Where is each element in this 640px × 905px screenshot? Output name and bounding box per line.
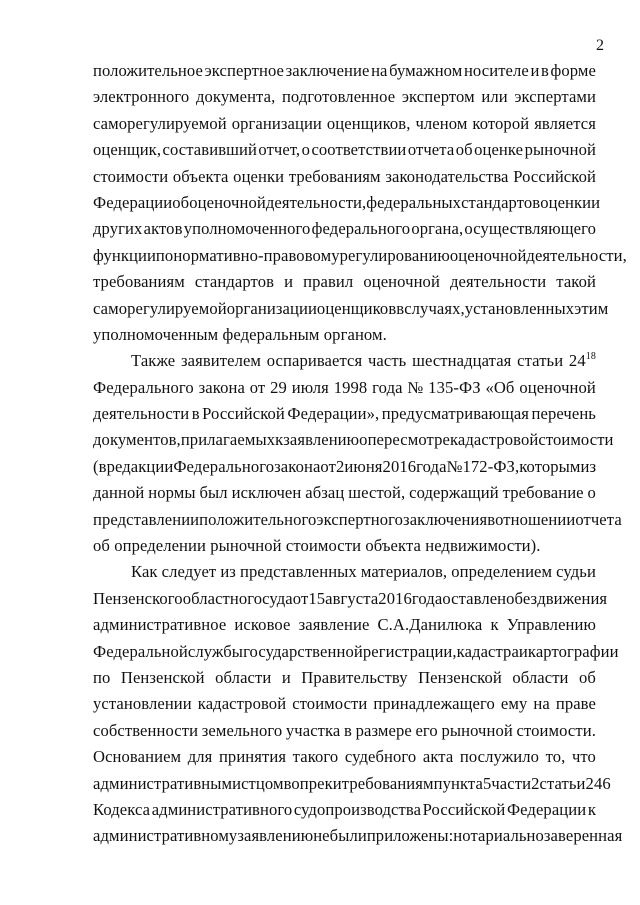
word: были — [329, 826, 367, 846]
word: судебного — [344, 747, 417, 767]
text-line — [93, 480, 596, 506]
word: исковое — [234, 615, 291, 635]
word: Также — [131, 351, 176, 371]
word: заявлению — [283, 430, 360, 450]
word: оценщиков, — [326, 113, 411, 133]
word: стандартов — [461, 192, 541, 212]
page-number: 2 — [596, 37, 604, 54]
word: земельного — [201, 720, 283, 740]
word: нотариально — [453, 826, 544, 846]
word: принятия — [218, 747, 287, 767]
word: федерального — [311, 219, 411, 239]
word: от — [320, 456, 336, 476]
word: Пензенской — [120, 667, 205, 687]
word: приложены: — [366, 826, 454, 846]
word: службы — [187, 641, 244, 661]
word: к — [275, 430, 284, 450]
word: Кодекса — [93, 799, 151, 819]
word: его — [415, 720, 438, 740]
word: областного — [182, 588, 263, 608]
word: июня — [344, 456, 383, 476]
word: С.А.Данилюка — [377, 615, 483, 635]
word: об — [172, 192, 190, 212]
word: собственности — [93, 720, 199, 740]
word: (в — [93, 456, 107, 476]
word: прилагаемых — [180, 430, 276, 450]
word: ему — [500, 694, 528, 714]
word: установленных — [464, 298, 575, 318]
word: положительного — [199, 509, 317, 529]
word: других — [93, 219, 143, 239]
word: судьи — [556, 562, 596, 582]
word: 172-ФЗ, — [462, 456, 520, 476]
word: экспертом — [401, 87, 475, 107]
word: Федерации», — [287, 404, 380, 424]
word: по — [155, 245, 174, 265]
word: из — [220, 562, 236, 582]
word: и — [518, 641, 528, 661]
word: послужило — [459, 747, 540, 767]
word: Правительству — [301, 667, 408, 687]
word: Как — [131, 562, 158, 582]
text-line — [93, 586, 608, 612]
word: по — [93, 667, 111, 687]
word: документа, — [195, 87, 276, 107]
word: в — [396, 298, 405, 318]
text-line — [93, 322, 596, 348]
word: которым — [519, 456, 581, 476]
word: отчет, — [258, 140, 301, 160]
word: заверенная — [543, 826, 623, 846]
text-line — [93, 718, 596, 744]
word: стоимости — [93, 166, 169, 186]
word: административным — [93, 773, 233, 793]
word: Российской — [422, 799, 506, 819]
word: 29 — [270, 377, 287, 397]
word: года — [372, 377, 403, 397]
word: о — [301, 140, 311, 160]
word: 246 — [585, 773, 611, 793]
word: движения — [537, 588, 608, 608]
word: 15 — [308, 588, 326, 608]
word: которой — [472, 113, 530, 133]
text-line — [93, 559, 596, 585]
word: от — [292, 588, 309, 608]
word: составивший — [162, 140, 257, 160]
paragraph — [93, 58, 627, 348]
word: исключен — [231, 483, 302, 503]
word: судопроизводства — [293, 799, 422, 819]
word: области — [512, 667, 569, 687]
word: и — [530, 61, 540, 80]
word: об — [579, 667, 596, 687]
word: из — [580, 456, 597, 476]
word: или — [481, 87, 508, 107]
word: отчета — [575, 509, 622, 529]
word: требованиям — [341, 773, 434, 793]
word: участка — [285, 720, 341, 740]
word: оценочной — [449, 245, 527, 265]
word: № — [407, 377, 424, 397]
word: административного — [151, 799, 293, 819]
word: материалов, — [360, 562, 448, 582]
word: 2016 — [378, 588, 412, 608]
word: организации — [226, 298, 317, 318]
text-line — [93, 190, 601, 216]
word: соответствии — [311, 140, 407, 160]
word: 2 — [335, 456, 345, 476]
word: заявление — [298, 615, 370, 635]
word: деятельности — [93, 404, 190, 424]
word: экспертного — [316, 509, 404, 529]
word: носителе — [463, 61, 529, 80]
word: заявлению — [237, 826, 314, 846]
word: что — [571, 747, 596, 767]
word: не — [313, 826, 330, 846]
word: 5 — [482, 773, 492, 793]
word: определением — [451, 562, 553, 582]
word: принадлежащего — [373, 694, 495, 714]
word: деятельности, — [265, 192, 367, 212]
text-line — [93, 216, 596, 242]
word: государственной — [243, 641, 363, 661]
word: части — [491, 773, 532, 793]
word: праве — [555, 694, 596, 714]
word: и — [284, 272, 294, 292]
text-line — [93, 797, 596, 823]
text-line — [93, 612, 596, 638]
word: 2016 — [382, 456, 417, 476]
word: стандартов — [194, 272, 275, 292]
word: был — [199, 483, 228, 503]
word: данной — [93, 483, 145, 503]
word: стоимости — [538, 430, 614, 450]
article-number: $24^{18}$ — [568, 351, 596, 371]
word: Управлению — [506, 615, 596, 635]
word: электронного — [93, 87, 190, 107]
word: оценочной — [363, 272, 440, 292]
word: уполномоченным федеральным органом. — [93, 324, 387, 344]
text-line — [93, 375, 596, 401]
word: заключение — [285, 61, 370, 80]
word: суда — [262, 588, 293, 608]
word: регистрации, — [362, 641, 457, 661]
word: закона — [274, 456, 321, 476]
word: рыночной — [441, 720, 513, 740]
word: предусматривающая — [381, 404, 530, 424]
word: функции — [93, 245, 156, 265]
word: деятельности — [450, 272, 547, 292]
word: Пензенского — [93, 588, 183, 608]
word: оставлено — [442, 588, 515, 608]
text-line — [93, 533, 596, 559]
word: размере — [355, 720, 412, 740]
word: Пензенской — [418, 667, 502, 687]
text-line — [93, 164, 596, 190]
word: оценщиков — [316, 298, 397, 318]
word: то, — [545, 747, 566, 767]
word: кадастровой — [449, 430, 539, 450]
word: рыночной — [524, 140, 596, 160]
word: Федерации — [506, 799, 587, 819]
word: часть — [367, 351, 407, 371]
text-line — [93, 691, 596, 717]
word: шестой, — [348, 483, 406, 503]
word: Федерального — [173, 456, 275, 476]
word: о — [587, 483, 596, 503]
word: на — [371, 61, 388, 80]
word: регулированию — [339, 245, 450, 265]
word: статьи — [517, 351, 564, 371]
word: от — [249, 377, 266, 397]
text-line — [93, 639, 619, 665]
paragraph — [93, 348, 622, 559]
text-line — [93, 401, 596, 427]
word: законодательства — [385, 166, 509, 186]
word: документов, — [93, 430, 181, 450]
word: к — [587, 799, 596, 819]
word: статьи — [539, 773, 586, 793]
word: редакции — [106, 456, 174, 476]
word: случаях, — [404, 298, 465, 318]
word: объекта — [172, 166, 229, 186]
word: к — [490, 615, 499, 635]
text-line — [93, 454, 596, 480]
word: деятельности, — [526, 245, 627, 265]
word: стоимости — [292, 694, 368, 714]
word: оценочной — [189, 192, 266, 212]
word: экспертами — [514, 87, 596, 107]
word: 135-ФЗ — [428, 377, 481, 397]
word: года — [416, 456, 447, 476]
word: оценщик, — [93, 140, 162, 160]
word: заявителем — [180, 351, 262, 371]
word: «Об — [485, 377, 515, 397]
word: подготовленное — [281, 87, 396, 107]
article-superscript: 18 — [585, 351, 596, 363]
word: форме — [550, 61, 596, 80]
word: требование — [502, 483, 584, 503]
text-line — [93, 111, 596, 137]
text-line — [93, 507, 622, 533]
word: такой — [556, 272, 596, 292]
word: августа — [325, 588, 379, 608]
word: Российской — [513, 166, 596, 186]
word: июля — [291, 377, 329, 397]
word: акта — [422, 747, 454, 767]
text-line — [93, 823, 623, 849]
word: Федерации — [93, 192, 173, 212]
word: этим — [574, 298, 609, 318]
word: закона — [198, 377, 245, 397]
word: требованиям — [288, 166, 381, 186]
paragraph — [93, 559, 623, 849]
text-line — [93, 269, 596, 295]
word: оценки — [233, 166, 285, 186]
word: положительное — [93, 61, 203, 80]
word: федеральных — [366, 192, 462, 212]
text-line — [93, 348, 596, 374]
word: перечень — [531, 404, 596, 424]
word: области — [215, 667, 272, 687]
word: актов — [143, 219, 183, 239]
word: в — [541, 61, 549, 80]
text-line — [93, 771, 611, 797]
word: организации — [231, 113, 322, 133]
word: саморегулируемой — [93, 113, 227, 133]
word: Основанием — [93, 747, 182, 767]
word: пункта — [433, 773, 483, 793]
word: о — [359, 430, 368, 450]
word: картографии — [527, 641, 619, 661]
word: на — [533, 694, 550, 714]
word: уполномоченного — [183, 219, 311, 239]
word: кадастровой — [197, 694, 287, 714]
word: пересмотре — [367, 430, 450, 450]
word: об определении рыночной стоимости объекта недвижимости). — [93, 536, 541, 556]
word: оценки — [540, 192, 592, 212]
word: содержащий — [409, 483, 499, 503]
word: является — [534, 113, 596, 133]
word: органа, — [411, 219, 464, 239]
word: следует — [161, 562, 217, 582]
word: и — [281, 667, 291, 687]
word: для — [187, 747, 213, 767]
word: 2 — [531, 773, 540, 793]
word: вопреки — [283, 773, 342, 793]
word: административному — [93, 826, 238, 846]
word: экспертное — [204, 61, 285, 80]
document-body — [93, 58, 627, 850]
text-line — [93, 84, 596, 110]
word: в — [344, 720, 352, 740]
word: истцом — [232, 773, 284, 793]
text-line — [93, 243, 627, 269]
word: административное — [93, 615, 227, 635]
word: осуществляющего — [464, 219, 596, 239]
word: нормы — [148, 483, 196, 503]
word: представлении — [93, 509, 200, 529]
word: стоимости. — [516, 720, 596, 740]
text-line — [93, 137, 596, 163]
word: шестнадцатая — [412, 351, 512, 371]
word: и — [591, 192, 601, 212]
word: бумажном — [389, 61, 463, 80]
word: Федерального — [93, 377, 194, 397]
word: в — [487, 509, 496, 529]
text-line — [93, 744, 596, 770]
word: абзац — [305, 483, 345, 503]
word: отношении — [495, 509, 576, 529]
word: 1998 — [333, 377, 368, 397]
word: в — [191, 404, 200, 424]
word: года — [411, 588, 443, 608]
word: № — [446, 456, 463, 476]
text-line — [93, 427, 614, 453]
word: саморегулируемой — [93, 298, 227, 318]
word: членом — [415, 113, 468, 133]
text-line — [93, 665, 596, 691]
word: нормативно-правовому — [173, 245, 340, 265]
text-line — [93, 296, 609, 322]
word: такого — [292, 747, 339, 767]
word: отчета — [407, 140, 455, 160]
word: Российской — [202, 404, 285, 424]
word: оценочной — [519, 377, 596, 397]
word: требованиям — [93, 272, 185, 292]
word: оспаривается — [266, 351, 363, 371]
word: кадастра — [456, 641, 519, 661]
word: без — [514, 588, 538, 608]
word: заключения — [403, 509, 488, 529]
word: правил — [303, 272, 354, 292]
word: оценке — [474, 140, 524, 160]
word: об — [455, 140, 473, 160]
word: представленных — [240, 562, 357, 582]
text-line — [93, 58, 596, 84]
word: Федеральной — [93, 641, 188, 661]
word: установлении — [93, 694, 192, 714]
